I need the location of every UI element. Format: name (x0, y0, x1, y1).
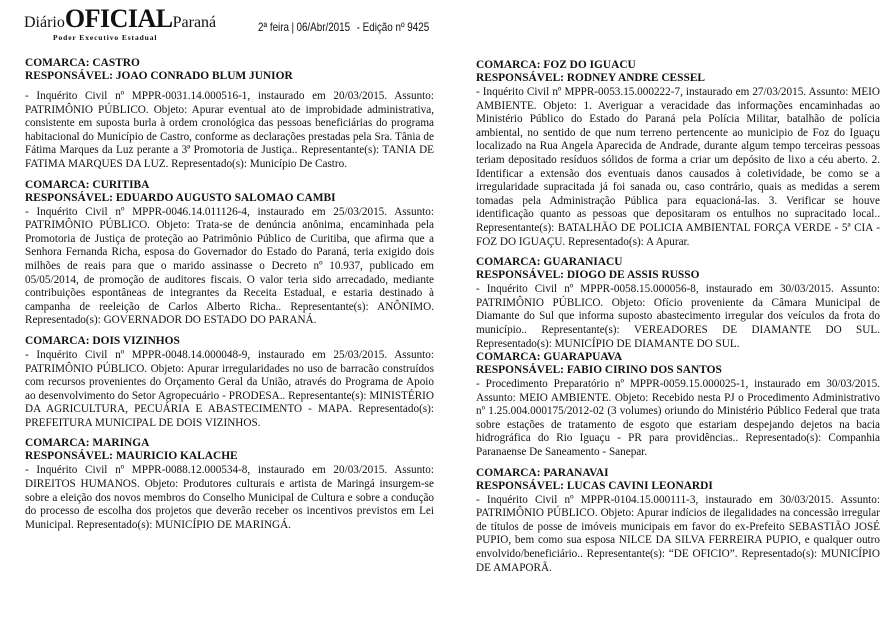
entry-text: - Inquérito Civil nº MPPR-0046.14.011126-4, instaurado em 25/03/2015. Assunto: PATRIMÔNIO PÚBLICO. Objeto: Trata-se de denúncia anônima, encaminhada pela Promotoria de Justiça de proteção ao Patrimônio Público de Curitiba, que afirma que a Senhora Fernanda Richa, esposa do Governador do Estado do Paraná, teria exigido dois milhões de reais para que o marido assinasse o Decreto nº 10.937, publicado em 05/05/2014, de promoção de auditores fiscais. O valor teria sido arrecadado, mediante contribuições espontâneas de integrantes da Receita Estadual, e estaria destinado à campanha de reeleição de Carlos Alberto Richa.. Representante(s): ANÔNIMO. Representado(s): GOVERNADOR DO ESTADO DO PARANÁ. (25, 205, 434, 327)
logo-subtitle: Poder Executivo Estadual (53, 33, 158, 42)
responsavel-heading: RESPONSÁVEL: FABIO CIRINO DOS SANTOS (476, 364, 722, 377)
comarca-entry-dois-vizinhos (25, 335, 434, 431)
responsavel-heading: RESPONSÁVEL: EDUARDO AUGUSTO SALOMAO CAMBI (25, 191, 336, 204)
comarca-heading: COMARCA: MARINGA (25, 437, 150, 450)
entry-text: - Procedimento Preparatório nº MPPR-0059.15.000025-1, instaurado em 30/03/2015. Assunto: MEIO AMBIENTE. Objeto: Recebido nesta PJ o Procedimento Administrativo nº 1.25.004.000175/2012-02 (3 volumes) oriundo do Ministério Público Federal que trata sobre estações de tratamento de esgoto que estariam despejando dejetos na bacia hidrográfica do Rio Iguaçu - PR para providências.. Representado(s): Companhia Paranaense De Saneamento - Sanepar. (476, 378, 880, 459)
edition-date: 06/Abr/2015 (296, 20, 351, 34)
responsavel-heading: RESPONSÁVEL: MAURICIO KALACHE (25, 450, 238, 463)
entry-text: - Inquérito Civil nº MPPR-0104.15.000111-3, instaurado em 30/03/2015. Assunto: PATRIMÔNIO PÚBLICO. Objeto: Apurar indícios de ilegalidades na concessão irregular de títulos de posse de imóveis municipais em favor do ex-Prefeito SEBASTIÃO JOSÉ PUPIO, bem como sua esposa NILCE DA SILVA FERREIRA PUPIO, e qualquer outro envolvido/beneficiário.. Representante(s): “DE OFICIO”. Representado(s): MUNICÍPIO DE AMAPORÃ. (476, 493, 880, 574)
comarca-heading: COMARCA: PARANAVAI (476, 466, 609, 479)
right-column (476, 59, 880, 582)
responsavel-heading: RESPONSÁVEL: RODNEY ANDRE CESSEL (476, 72, 706, 84)
entry-text: - Inquérito Civil nº MPPR-0058.15.000056-8, instaurado em 30/03/2015. Assunto: PATRIMÔNIO PÚBLICO. Objeto: Ofício proveniente da Câmara Municipal de Diamante do Sul que informa suposto abastecimento irregular dos veículos da frota do município.. Representante(s): VEREADORES DE DIAMANTE DO SUL. Representado(s): MUNICÍPIO DE DIAMANTE DO SUL. (476, 283, 880, 350)
responsavel-heading: RESPONSÁVEL: LUCAS CAVINI LEONARDI (476, 479, 713, 492)
entry-text: - Inquérito Civil nº MPPR-0031.14.000516-1, instaurado em 20/03/2015. Assunto: PATRIMÔNIO PÚBLICO. Objeto: Apurar eventual ato de improbidade administrativa, consistente em suposta burla à ordem cronológica das pessoas beneficiárias do programa habitacional do Município de Castro, conforme as declarações prestadas pela Sra. Tânia de Fátima Marques da Luz perante a 3ª Promotoria de Justiça.. Representante(s): TANIA DE FATIMA MARQUES DA LUZ. Representado(s): Município De Castro. (25, 90, 434, 170)
entry-text: - Inquérito Civil nº MPPR-0053.15.000222-7, instaurado em 27/03/2015. Assunto: MEIO AMBIENTE. Objeto: 1. Averiguar a veracidade das informações encaminhadas ao Ministério Público do Estado do Paraná pela Polícia Militar, batalhão de polícia ambiental, no sentido de que num terreno pertencente ao municipio de Foz do Iguaçu localizado na Rua Angela Aparecida de Andrade, durante algum tempo terceiras pessoas teriam depositado resíduos sólidos de forma a criar um depósito de lixo a céu aberto. 2. Identificar a extensão dos eventuais danos causados à coletividade, be como se a irregularidade supracitada já foi sanada ou, caso contrário, quais as medidas a serem tomadas pela Administração Pública para equacioná-las. 3. Verificar se houve identificação quanto as pessoas que depositaram os entulhos no supracitado local.. Representante(s): BATALHÃO DE POLICIA AMBIENTAL FORÇA VERDE - 5ª CIA - FOZ DO IGUAÇU. Representado(s): A Apurar. (476, 86, 880, 248)
comarca-entry-paranavai (476, 467, 880, 576)
comarca-heading: COMARCA: GUARAPUAVA (476, 351, 623, 364)
logo-oficial: OFICIAL (64, 4, 173, 33)
comarca-heading: COMARCA: DOIS VIZINHOS (25, 334, 180, 347)
logo-wordmark (24, 4, 217, 33)
comarca-heading: COMARCA: CURITIBA (25, 178, 150, 191)
comarca-heading: COMARCA: GUARANIACU (476, 256, 623, 269)
entry-text: - Inquérito Civil nº MPPR-0088.12.000534-8, instaurado em 20/03/2015. Assunto: DIREITOS HUMANOS. Objeto: Produtores culturais e artista de Maringá insurgem-se sobre a eleição dos novos membros do Conselho Municipal de Cultura e sobre a condução do processo de escolha dos projetos que deverão receber os incentivos previstos em Lei Municipal. Representado(s): MUNICÍPIO DE MARINGÁ. (25, 464, 434, 531)
diario-oficial-logo (24, 4, 217, 46)
page-header (0, 0, 888, 50)
comarca-heading: COMARCA: FOZ DO IGUACU (476, 59, 636, 71)
weekday: 2ª feira (258, 20, 289, 34)
comarca-entry-castro (25, 57, 434, 172)
comarca-entry-guaraniacu (476, 256, 880, 351)
comarca-heading: COMARCA: CASTRO (25, 57, 140, 69)
comarca-entry-curitiba (25, 179, 434, 328)
comarca-entry-guarapuava (476, 351, 880, 460)
entry-text: - Inquérito Civil nº MPPR-0048.14.000048-9, instaurado em 25/03/2015. Assunto: PATRIMÔNIO PÚBLICO. Objeto: Apurar irregularidades no uso de barracão construídos com recursos provenientes do Orçamento Geral da União, através do Programa de Apoio ao desenvolvimento do Setor Agropecuário - PRODESA.. Representante(s): MINISTÉRIO DA AGRICULTURA, PECUÁRIA E ABASTECIMENTO - MAPA. Representado(s): PREFEITURA MUNICIPAL DE DOIS VIZINHOS. (25, 348, 434, 429)
logo-diario: Diário (24, 14, 65, 31)
edition-number: - Edição nº 9425 (356, 20, 430, 34)
logo-parana: Paraná (172, 14, 217, 31)
left-column (25, 57, 434, 539)
edition-info (258, 20, 429, 34)
comarca-entry-foz-do-iguacu (476, 59, 880, 249)
comarca-entry-maringa (25, 437, 434, 532)
separator: | (291, 20, 295, 34)
responsavel-heading: RESPONSÁVEL: JOAO CONRADO BLUM JUNIOR (25, 70, 293, 82)
responsavel-heading: RESPONSÁVEL: DIOGO DE ASSIS RUSSO (476, 269, 700, 282)
